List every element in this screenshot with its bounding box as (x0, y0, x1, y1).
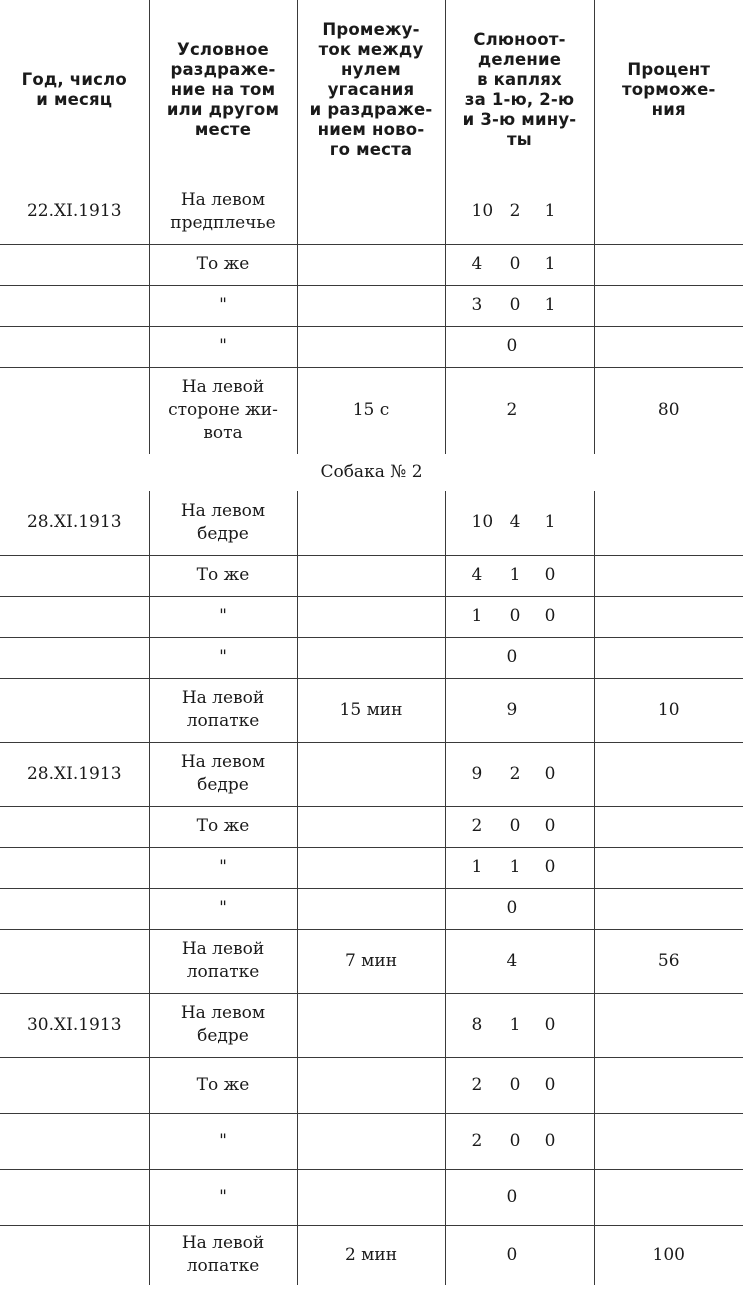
interval-cell (297, 1113, 445, 1169)
salivation-value: 1 (509, 857, 521, 877)
salivation-value: 0 (506, 898, 518, 918)
salivation-cell (445, 929, 594, 993)
salivation-value: 1 (544, 254, 556, 274)
date-cell (0, 244, 149, 285)
salivation-value: 10 (471, 201, 494, 222)
date-cell (0, 888, 149, 929)
date-cell (0, 596, 149, 637)
inhibition-percent-cell: 56 (594, 929, 743, 993)
salivation-value: 0 (544, 763, 556, 784)
stimulus-cell (149, 180, 297, 244)
table-row (0, 1169, 743, 1225)
stimulus-cell (149, 929, 297, 993)
stimulus-text: То же (196, 254, 250, 274)
stimulus-text: На левом бедре (180, 752, 266, 795)
inhibition-percent-cell (594, 847, 743, 888)
inhibition-percent-cell: 80 (594, 367, 743, 454)
table-row (0, 678, 743, 742)
salivation-value: 0 (509, 1074, 521, 1095)
stimulus-text: " (219, 1130, 227, 1151)
table-row (0, 244, 743, 285)
salivation-value: 1 (471, 606, 483, 626)
salivation-value: 1 (471, 857, 483, 877)
inhibition-percent-cell (594, 285, 743, 326)
salivation-value: 1 (509, 1014, 521, 1035)
salivation-value: 0 (509, 606, 521, 626)
date-cell (0, 1057, 149, 1113)
salivation-value: 0 (509, 1130, 521, 1151)
table-row (0, 806, 743, 847)
interval-cell (297, 742, 445, 806)
interval-cell (297, 244, 445, 285)
salivation-cell (445, 1225, 594, 1285)
stimulus-cell (149, 555, 297, 596)
salivation-cell (445, 491, 594, 555)
table-row (0, 637, 743, 678)
stimulus-cell (149, 678, 297, 742)
salivation-value: 9 (506, 699, 518, 720)
salivation-value: 8 (471, 1014, 483, 1035)
salivation-cell (445, 244, 594, 285)
date-cell (0, 678, 149, 742)
date-cell: 28.XI.1913 (0, 742, 149, 806)
stimulus-text: " (219, 295, 227, 315)
interval-cell (297, 847, 445, 888)
salivation-value: 2 (506, 400, 518, 421)
stimulus-cell (149, 888, 297, 929)
table-row (0, 285, 743, 326)
interval-cell (297, 993, 445, 1057)
stimulus-text: " (219, 1186, 227, 1207)
interval-cell (297, 596, 445, 637)
salivation-cell (445, 888, 594, 929)
interval-cell (297, 555, 445, 596)
salivation-value: 3 (471, 295, 483, 315)
salivation-value: 0 (544, 816, 556, 836)
inhibition-percent-cell (594, 1057, 743, 1113)
stimulus-text: На левой стороне жи- вота (168, 377, 278, 444)
stimulus-cell (149, 742, 297, 806)
date-cell (0, 555, 149, 596)
table-row (0, 555, 743, 596)
stimulus-text: На левом бедре (180, 1003, 266, 1046)
salivation-cell (445, 637, 594, 678)
salivation-cell (445, 555, 594, 596)
stimulus-cell (149, 1225, 297, 1285)
table-row (0, 1057, 743, 1113)
salivation-value: 4 (509, 512, 521, 533)
table-body-block-2 (0, 491, 743, 1285)
inhibition-percent-cell (594, 180, 743, 244)
date-cell (0, 847, 149, 888)
inhibition-percent-cell (594, 888, 743, 929)
salivation-cell (445, 847, 594, 888)
salivation-value: 0 (544, 606, 556, 626)
stimulus-cell (149, 637, 297, 678)
salivation-value: 4 (471, 254, 483, 274)
inhibition-percent-cell (594, 1169, 743, 1225)
salivation-cell (445, 367, 594, 454)
stimulus-cell (149, 367, 297, 454)
stimulus-text: На левом бедре (180, 500, 266, 544)
table-row (0, 888, 743, 929)
stimulus-cell (149, 806, 297, 847)
salivation-cell (445, 742, 594, 806)
salivation-value: 0 (509, 254, 521, 274)
stimulus-cell (149, 1113, 297, 1169)
salivation-cell (445, 180, 594, 244)
stimulus-cell (149, 993, 297, 1057)
salivation-value: 1 (544, 201, 556, 222)
stimulus-text: То же (196, 1074, 250, 1095)
interval-cell (297, 326, 445, 367)
salivation-value: 0 (544, 565, 556, 585)
salivation-cell (445, 678, 594, 742)
interval-cell (297, 180, 445, 244)
interval-cell (297, 806, 445, 847)
table-row (0, 180, 743, 244)
salivation-value: 0 (509, 816, 521, 836)
stimulus-text: " (219, 898, 227, 918)
stimulus-text: " (219, 647, 227, 667)
inhibition-percent-cell (594, 555, 743, 596)
date-cell: 30.XI.1913 (0, 993, 149, 1057)
salivation-value: 0 (544, 1130, 556, 1151)
salivation-value: 9 (471, 763, 483, 784)
salivation-value: 4 (506, 950, 518, 971)
stimulus-text: На левой лопатке (181, 939, 265, 982)
salivation-value: 0 (544, 857, 556, 877)
salivation-cell (445, 993, 594, 1057)
salivation-value: 2 (471, 1130, 483, 1151)
inhibition-percent-cell (594, 1113, 743, 1169)
inhibition-percent-cell: 10 (594, 678, 743, 742)
inhibition-percent-cell (594, 993, 743, 1057)
salivation-cell (445, 596, 594, 637)
salivation-value: 0 (506, 647, 518, 667)
table-row (0, 326, 743, 367)
stimulus-text: " (219, 857, 227, 877)
inhibition-percent-cell (594, 637, 743, 678)
header-row (0, 0, 743, 180)
inhibition-percent-cell: 100 (594, 1225, 743, 1285)
interval-cell (297, 285, 445, 326)
interval-cell (297, 1057, 445, 1113)
table-row (0, 847, 743, 888)
stimulus-cell (149, 1057, 297, 1113)
stimulus-text: То же (196, 816, 250, 836)
date-cell (0, 1225, 149, 1285)
date-cell: 22.XI.1913 (0, 180, 149, 244)
inhibition-percent-cell (594, 491, 743, 555)
salivation-cell (445, 806, 594, 847)
date-cell (0, 367, 149, 454)
salivation-cell (445, 285, 594, 326)
salivation-value: 10 (471, 512, 494, 533)
interval-cell: 15 мин (297, 678, 445, 742)
inhibition-percent-cell (594, 806, 743, 847)
salivation-value: 2 (471, 816, 483, 836)
table-row (0, 491, 743, 555)
section-row-group (0, 454, 743, 491)
header-date: Год, число и месяц (0, 0, 149, 180)
stimulus-cell (149, 285, 297, 326)
salivation-value: 2 (509, 763, 521, 784)
interval-cell (297, 637, 445, 678)
section-row (0, 454, 743, 491)
salivation-value: 0 (506, 1186, 518, 1207)
table-row (0, 367, 743, 454)
inhibition-percent-cell (594, 326, 743, 367)
date-cell (0, 637, 149, 678)
salivation-value: 0 (506, 1244, 518, 1265)
salivation-value: 1 (509, 565, 521, 585)
interval-cell (297, 888, 445, 929)
date-cell (0, 806, 149, 847)
inhibition-percent-cell (594, 244, 743, 285)
salivation-cell (445, 326, 594, 367)
salivation-value: 1 (544, 512, 556, 533)
table-row (0, 1225, 743, 1285)
header-stimulus: Условное раздраже- ние на том или другом месте (149, 0, 297, 180)
stimulus-cell (149, 326, 297, 367)
stimulus-cell (149, 1169, 297, 1225)
salivation-value: 0 (544, 1014, 556, 1035)
date-cell (0, 929, 149, 993)
table-row (0, 742, 743, 806)
header-interval: Промежу- ток между нулем угасания и раздраже- нием ново- го места (297, 0, 445, 180)
date-cell (0, 326, 149, 367)
stimulus-text: На левой лопатке (181, 688, 265, 731)
stimulus-cell (149, 491, 297, 555)
salivation-cell (445, 1169, 594, 1225)
stimulus-text: " (219, 606, 227, 626)
salivation-cell (445, 1057, 594, 1113)
table-row (0, 596, 743, 637)
salivation-cell (445, 1113, 594, 1169)
interval-cell (297, 1169, 445, 1225)
date-cell (0, 285, 149, 326)
stimulus-cell (149, 847, 297, 888)
date-cell (0, 1169, 149, 1225)
salivation-value: 0 (544, 1074, 556, 1095)
table-row (0, 993, 743, 1057)
salivation-value: 0 (509, 295, 521, 315)
stimulus-text: На левой лопатке (181, 1233, 265, 1277)
salivation-value: 0 (506, 336, 518, 356)
interval-cell: 2 мин (297, 1225, 445, 1285)
date-cell (0, 1113, 149, 1169)
table-row (0, 929, 743, 993)
salivation-value: 4 (471, 565, 483, 585)
salivation-value: 2 (509, 201, 521, 222)
salivation-value: 1 (544, 295, 556, 315)
inhibition-percent-cell (594, 742, 743, 806)
stimulus-cell (149, 244, 297, 285)
stimulus-text: " (219, 336, 227, 356)
header-inhibition-percent: Процент торможе- ния (594, 0, 743, 180)
stimulus-text: На левом предплечье (170, 189, 276, 233)
interval-cell (297, 491, 445, 555)
salivation-value: 2 (471, 1074, 483, 1095)
date-cell: 28.XI.1913 (0, 491, 149, 555)
stimulus-text: То же (196, 565, 250, 585)
section-label: Собака № 2 (320, 462, 423, 482)
interval-cell: 15 с (297, 367, 445, 454)
table-row (0, 1113, 743, 1169)
header-salivation: Слюноот- деление в каплях за 1-ю, 2-ю и 3-ю мину- ты (445, 0, 594, 180)
interval-cell: 7 мин (297, 929, 445, 993)
stimulus-cell (149, 596, 297, 637)
inhibition-percent-cell (594, 596, 743, 637)
table-body-block-1 (0, 180, 743, 454)
